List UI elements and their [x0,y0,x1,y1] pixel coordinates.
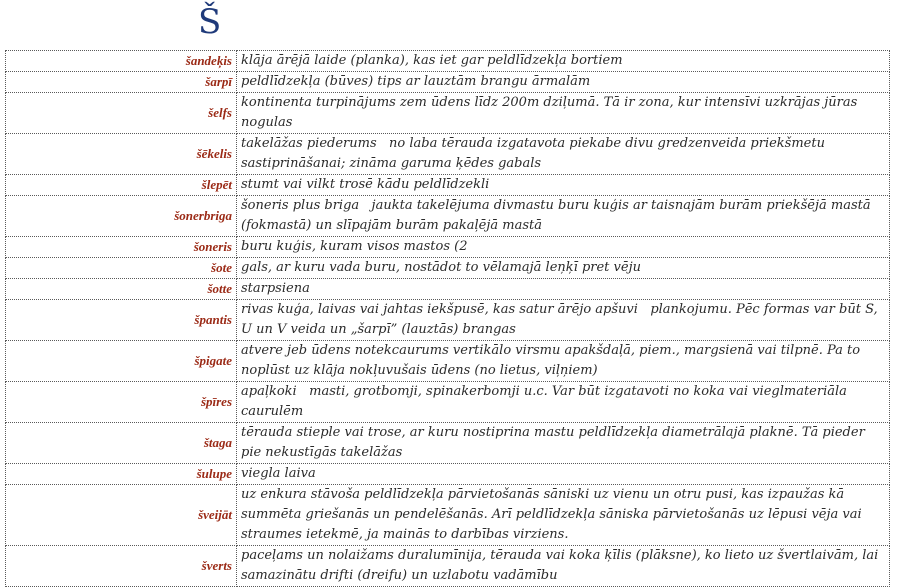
table-row [6,546,890,587]
table-row [6,341,890,382]
table-row [6,175,890,196]
term-cell: šote [6,258,237,279]
table-row [6,382,890,423]
term-cell: šoneris [6,237,237,258]
definition-cell: kontinenta turpinājums zem ūdens līdz 200m dziļumā. Tā ir zona, kur intensīvi uzkrājas jūras nogulas [237,93,890,134]
definition-cell: viegla laiva [237,464,890,485]
definition-cell: buru kuģis, kuram visos mastos (2 [237,237,890,258]
section-letter-heading: Š [198,2,222,42]
table-row [6,423,890,464]
table-row [6,300,890,341]
definition-cell: gals, ar kuru vada buru, nostādot to vēlamajā leņķī pret vēju [237,258,890,279]
table-row [6,51,890,72]
definition-cell: rivas kuģa, laivas vai jahtas iekšpusē, kas satur ārējo apšuvi plankojumu. Pēc formas var būt S, U un V veida un „šarpī” (lauztās) brangas [237,300,890,341]
definition-cell: starpsiena [237,279,890,300]
term-cell: šulupe [6,464,237,485]
term-cell: šlepēt [6,175,237,196]
definition-cell: paceļams un nolaižams duralumīnija, tērauda vai koka ķīlis (plāksne), ko lieto uz švertlaivām, lai samazinātu drifti (dreifu) un uzlabotu vadāmību [237,546,890,587]
term-cell: štaga [6,423,237,464]
term-cell: šveijāt [6,485,237,546]
definition-cell: šoneris plus briga jaukta takelējuma divmastu buru kuģis ar taisnajām burām priekšējā mastā (fokmastā) un slīpajām burām pakaļējā mastā [237,196,890,237]
table-row [6,279,890,300]
definition-cell: klāja ārējā laide (planka), kas iet gar peldlīdzekļa bortiem [237,51,890,72]
term-cell: šelfs [6,93,237,134]
table-row [6,258,890,279]
definition-cell: takelāžas piederums no laba tērauda izgatavota piekabe divu gredzenveida priekšmetu sastiprināšanai; zināma garuma ķēdes gabals [237,134,890,175]
term-cell: šonerbriga [6,196,237,237]
term-cell: špigate [6,341,237,382]
definition-cell: stumt vai vilkt trosē kādu peldlīdzekli [237,175,890,196]
term-cell: šandeķis [6,51,237,72]
table-row [6,72,890,93]
term-cell: šarpī [6,72,237,93]
definition-cell: peldlīdzekļa (būves) tips ar lauztām brangu ārmalām [237,72,890,93]
term-cell: šotte [6,279,237,300]
term-cell: špīres [6,382,237,423]
table-row [6,93,890,134]
table-row [6,237,890,258]
definition-cell: atvere jeb ūdens notekcaurums vertikālo virsmu apakšdaļā, piem., margsienā vai tilpnē. Pa to noplūst uz klāja nokļuvušais ūdens (no lietus, viļņiem) [237,341,890,382]
term-cell: špantis [6,300,237,341]
term-cell: šēkelis [6,134,237,175]
definition-cell: uz enkura stāvoša peldlīdzekļa pārvietošanās sāniski uz vienu un otru pusi, kas izpaužas kā summēta griešanās un pendelēšanās. Arī peldlīdzekļa sāniska pārvietošanās uz lēpusi vēja vai straumes ietekmē, ja mainās to darbības virziens. [237,485,890,546]
table-row [6,464,890,485]
glossary-table [5,50,890,587]
table-row [6,196,890,237]
table-row [6,134,890,175]
table-row [6,485,890,546]
definition-cell: apaļkoki masti, grotbomji, spinakerbomji u.c. Var būt izgatavoti no koka vai vieglmateriāla caurulēm [237,382,890,423]
definition-cell: tērauda stieple vai trose, ar kuru nostiprina mastu peldlīdzekļa diametrālajā plaknē. Tā pieder pie nekustīgās takelāžas [237,423,890,464]
term-cell: šverts [6,546,237,587]
